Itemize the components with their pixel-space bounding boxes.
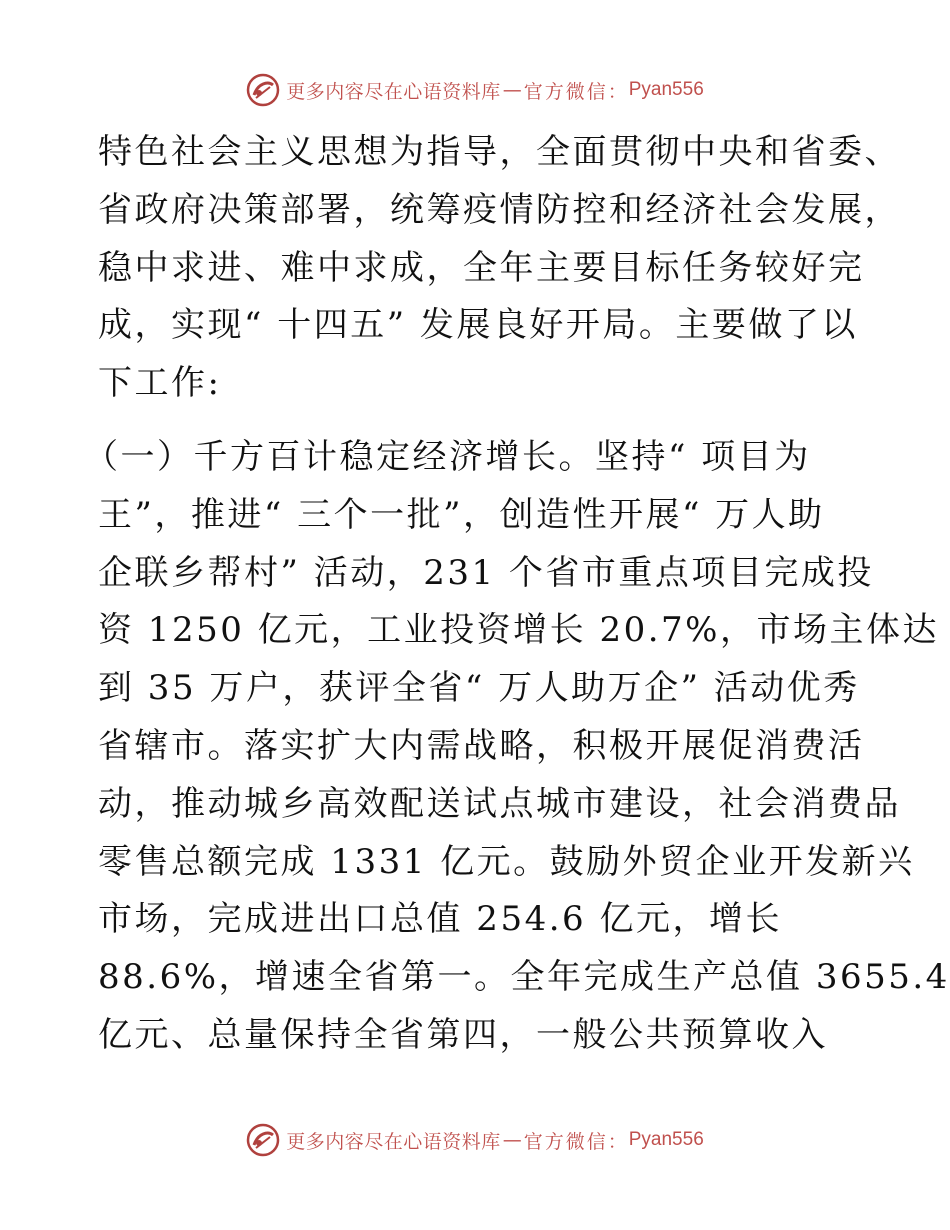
watermark-site: 更多内容尽在心语资料库 [286, 80, 501, 103]
watermark-site: 更多内容尽在心语资料库 [286, 1130, 501, 1153]
text-line: 零售总额完成 1331 亿元。鼓励外贸企业开发新兴 [98, 841, 915, 882]
watermark-header [0, 70, 950, 110]
document-body [84, 124, 950, 1065]
text-line: 稳中求进、难中求成，全年主要目标任务较好完 [98, 247, 865, 288]
text-line: 王”，推进“ 三个一批”，创造性开展“ 万人助 [98, 494, 825, 535]
text-line: 动，推动城乡高效配送试点城市建设，社会消费品 [98, 783, 901, 824]
text-line: （一）千方百计稳定经济增长。坚持“ 项目为 [84, 436, 811, 477]
text-line: 省辖市。落实扩大内需战略，积极开展促消费活 [98, 725, 865, 766]
text-line: 资 1250 亿元，工业投资增长 20.7%，市场主体达 [98, 610, 939, 651]
text-line: 特色社会主义思想为指导，全面贯彻中央和省委、 [98, 132, 901, 172]
text-line: 市场，完成进出口总值 254.6 亿元，增长 [98, 899, 782, 940]
watermark-separator: — [502, 1129, 522, 1151]
text-line: 到 35 万户，获评全省“ 万人助万企” 活动优秀 [98, 668, 860, 709]
watermark-wechat: 官方微信： [523, 1130, 629, 1153]
watermark-id: Pyan556 [628, 79, 704, 100]
paragraph-2 [84, 429, 950, 1065]
text-line: 企联乡帮村” 活动，231 个省市重点项目完成投 [98, 552, 874, 593]
logo-icon [246, 73, 280, 107]
text-line: 成，实现“ 十四五” 发展良好开局。主要做了以 [98, 305, 858, 346]
logo-icon [246, 1123, 280, 1157]
text-line: 亿元、总量保持全省第四，一般公共预算收入 [98, 1014, 828, 1055]
text-line: 88.6%，增速全省第一。全年完成生产总值 3655.4 [98, 957, 950, 998]
watermark-footer [0, 1120, 950, 1160]
watermark-id: Pyan556 [628, 1129, 704, 1150]
watermark-separator: — [502, 79, 522, 101]
watermark-wechat: 官方微信： [523, 80, 629, 103]
text-line: 省政府决策部署，统筹疫情防控和经济社会发展， [98, 189, 901, 230]
paragraph-1 [98, 124, 901, 413]
text-line: 下工作: [98, 363, 222, 404]
